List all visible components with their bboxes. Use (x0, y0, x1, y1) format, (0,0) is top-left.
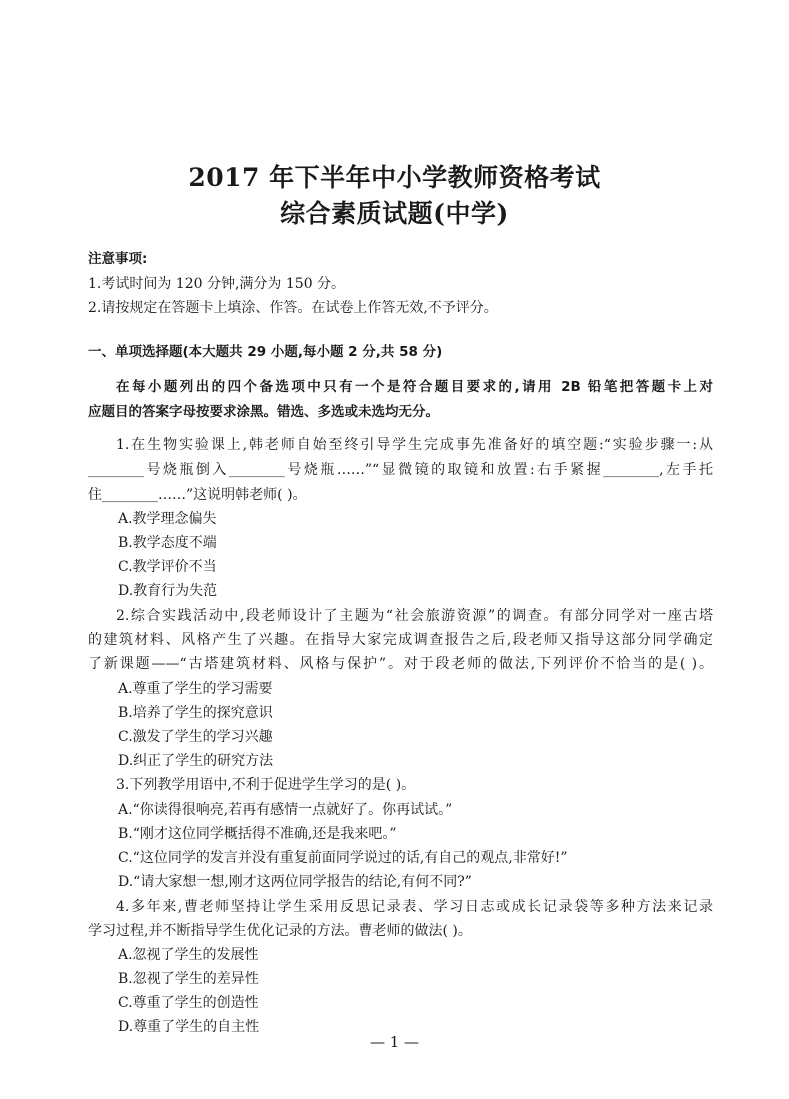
section-instructions: 应题目的答案字母按要求涂黑。错选、多选或未选均无分。 (88, 404, 439, 420)
notice-heading: 注意事项: (88, 251, 148, 267)
question-3-stem: 3.下列教学用语中,不利于促进学生学习的是( )。 (116, 777, 416, 793)
exam-title: 2017 年下半年中小学教师资格考试 (188, 163, 601, 192)
question-2-option-a: A.尊重了学生的学习需要 (118, 681, 273, 697)
question-1-stem: ________号烧瓶倒入________号烧瓶……”“显微镜的取镜和放置:右手紧握________,左手托 (88, 462, 713, 478)
question-3-option-d: D.“请大家想一想,刚才这两位同学报告的结论,有何不同?” (118, 874, 472, 890)
question-1-stem: 住________……”这说明韩老师( )。 (88, 487, 307, 503)
question-2-option-c: C.激发了学生的学习兴趣 (118, 729, 273, 745)
question-4-option-c: C.尊重了学生的创造性 (118, 995, 259, 1011)
question-3-option-a: A.“你读得很响亮,若再有感情一点就好了。你再试试。” (118, 802, 453, 818)
question-2-stem: 的建筑材料、风格产生了兴趣。在指导大家完成调查报告之后,段老师又指导这部分同学确定 (88, 632, 713, 648)
question-4-option-b: B.忽视了学生的差异性 (118, 971, 259, 987)
page-number: — 1 — (369, 1033, 420, 1051)
question-4-option-a: A.忽视了学生的发展性 (118, 947, 259, 963)
question-3-option-c: C.“这位同学的发言并没有重复前面同学说过的话,有自己的观点,非常好!” (118, 850, 568, 866)
question-2-option-d: D.纠正了学生的研究方法 (118, 753, 274, 769)
question-1-stem: 1.在生物实验课上,韩老师自始至终引导学生完成事先准备好的填空题:“实验步骤一:从 (116, 437, 713, 453)
question-1-option-d: D.教育行为失范 (118, 583, 218, 599)
question-1-option-c: C.教学评价不当 (118, 559, 217, 575)
notice-item: 1.考试时间为 120 分钟,满分为 150 分。 (88, 276, 346, 292)
notice-item: 2.请按规定在答题卡上填涂、作答。在试卷上作答无效,不予评分。 (88, 300, 498, 316)
exam-subtitle: 综合素质试题(中学) (280, 199, 509, 228)
question-2-stem: 2.综合实践活动中,段老师设计了主题为“社会旅游资源”的调查。有部分同学对一座古塔 (116, 608, 713, 624)
question-2-option-b: B.培养了学生的探究意识 (118, 705, 273, 721)
question-1-option-a: A.教学理念偏失 (118, 511, 217, 527)
question-4-option-d: D.尊重了学生的自主性 (118, 1019, 260, 1035)
question-4-stem: 4.多年来,曹老师坚持让学生采用反思记录表、学习日志或成长记录袋等多种方法来记录 (116, 899, 713, 915)
question-4-stem: 学习过程,并不断指导学生优化记录的方法。曹老师的做法( )。 (88, 923, 472, 939)
question-3-option-b: B.“刚才这位同学概括得不准确,还是我来吧。” (118, 826, 397, 842)
question-1-option-b: B.教学态度不端 (118, 535, 217, 551)
section-heading: 一、单项选择题(本大题共 29 小题,每小题 2 分,共 58 分) (88, 344, 443, 360)
question-2-stem: 了新课题——“古塔建筑材料、风格与保护”。对于段老师的做法,下列评价不恰当的是( )。 (88, 656, 713, 672)
section-instructions: 在每小题列出的四个备选项中只有一个是符合题目要求的,请用 2B 铅笔把答题卡上对 (116, 379, 713, 395)
